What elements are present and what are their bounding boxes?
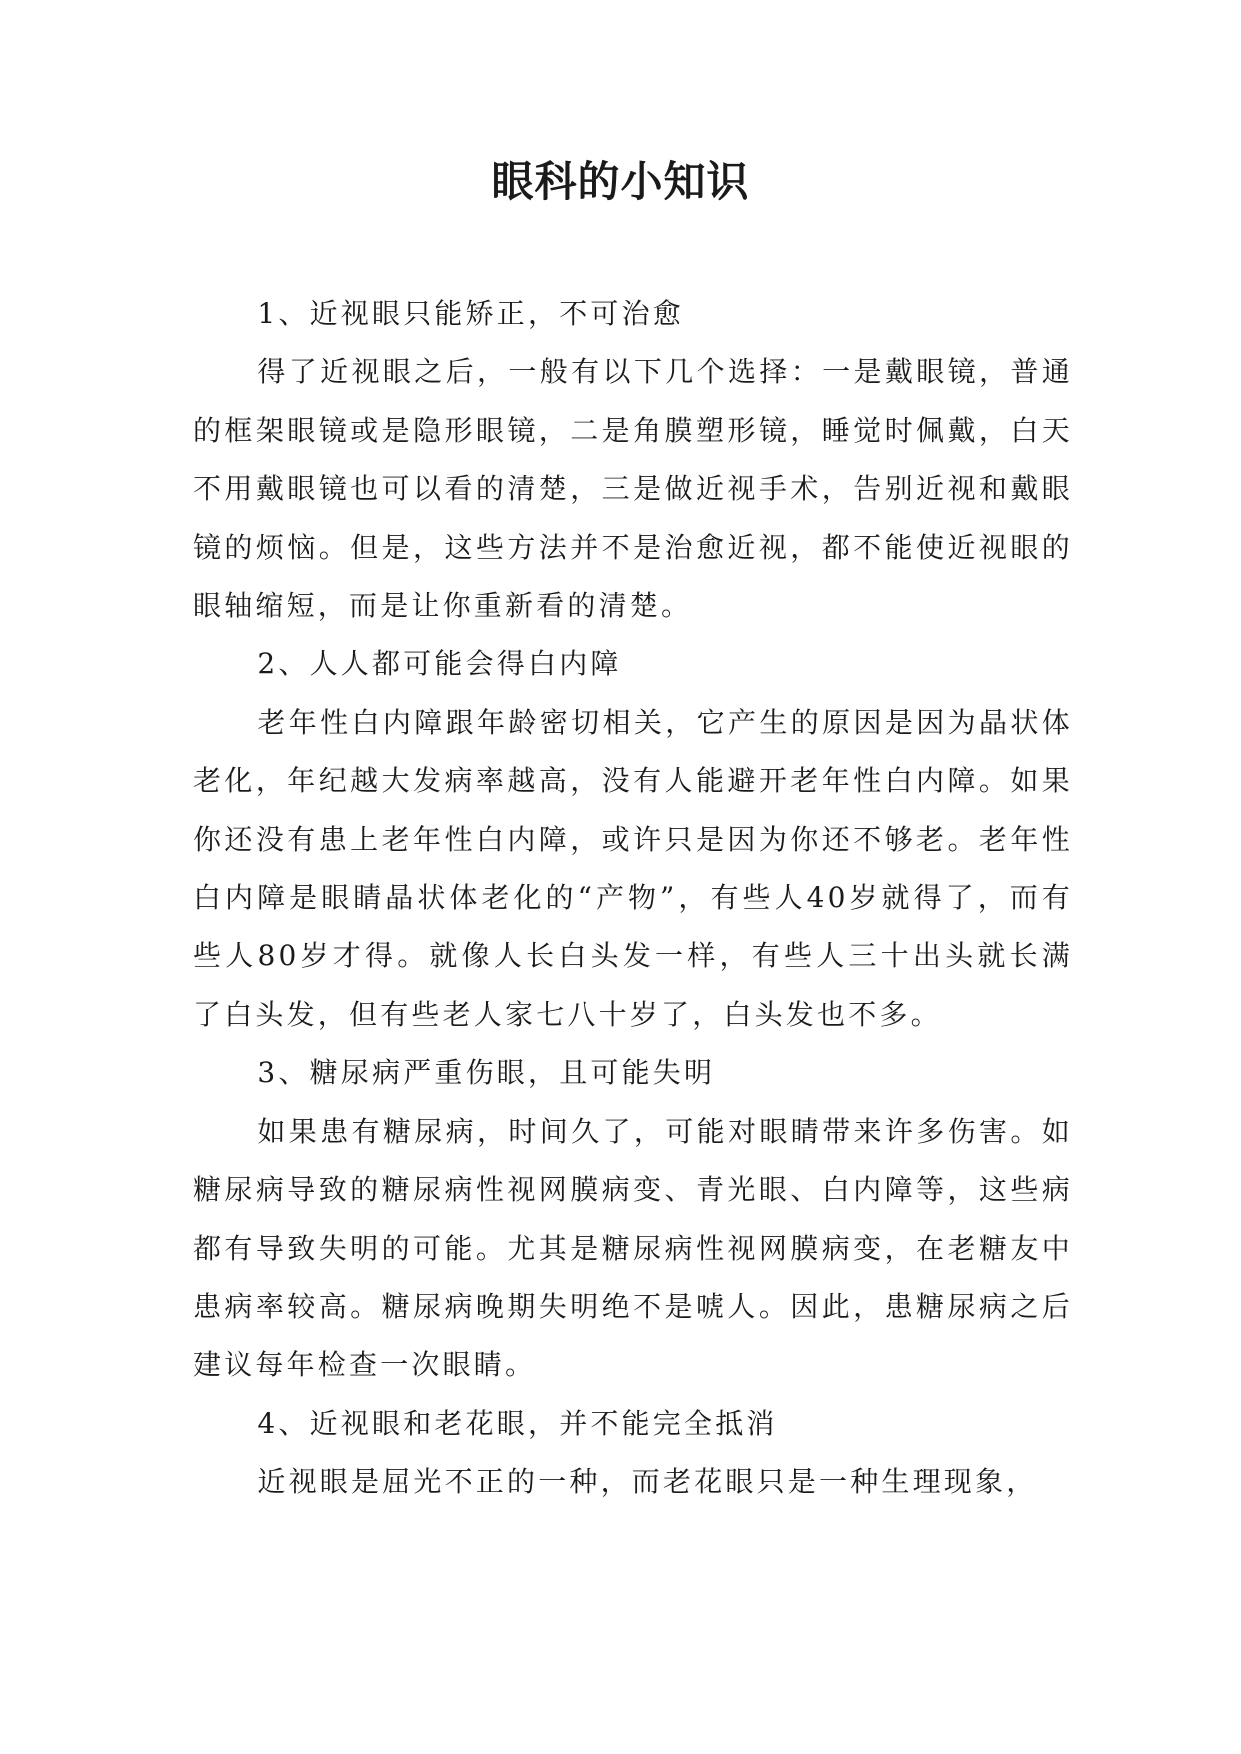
section-heading-2: 2、人人都可能会得白内障 bbox=[257, 647, 622, 681]
paragraph-3: 如果患有糖尿病，时间久了，可能对眼睛带来许多伤害。如糖尿病导致的糖尿病性视网膜病变、青光眼、白内障等，这些病都有导致失明的可能。尤其是糖尿病性视网膜病变，在老糖友中患病率较高。糖尿病晚期失明绝不是唬人。因此，患糖尿病之后建议每年检查一次眼睛。 bbox=[193, 1114, 1073, 1382]
document-body bbox=[193, 285, 1073, 1512]
section-heading-3: 3、糖尿病严重伤眼，且可能失明 bbox=[257, 1056, 716, 1090]
paragraph-2: 老年性白内障跟年龄密切相关，它产生的原因是因为晶状体老化，年纪越大发病率越高，没有人能避开老年性白内障。如果你还没有患上老年性白内障，或许只是因为你还不够老。老年性白内障是眼睛晶状体老化的“产物”，有些人40岁就得了，而有些人80岁才得。就像人长白头发一样，有些人三十出头就长满了白头发，但有些老人家七八十岁了，白头发也不多。 bbox=[193, 705, 1073, 1031]
paragraph-4: 近视眼是屈光不正的一种，而老花眼只是一种生理现象， bbox=[257, 1465, 1038, 1499]
section-heading-1: 1、近视眼只能矫正，不可治愈 bbox=[257, 297, 685, 330]
section-heading-4: 4、近视眼和老花眼，并不能完全抵消 bbox=[257, 1406, 778, 1440]
paragraph-1: 得了近视眼之后，一般有以下几个选择：一是戴眼镜，普通的框架眼镜或是隐形眼镜，二是角膜塑形镜，睡觉时佩戴，白天不用戴眼镜也可以看的清楚，三是做近视手术，告别近视和戴眼镜的烦恼。但是，这些方法并不是治愈近视，都不能使近视眼的眼轴缩短，而是让你重新看的清楚。 bbox=[193, 355, 1073, 623]
document-title: 眼科的小知识 bbox=[491, 157, 750, 206]
